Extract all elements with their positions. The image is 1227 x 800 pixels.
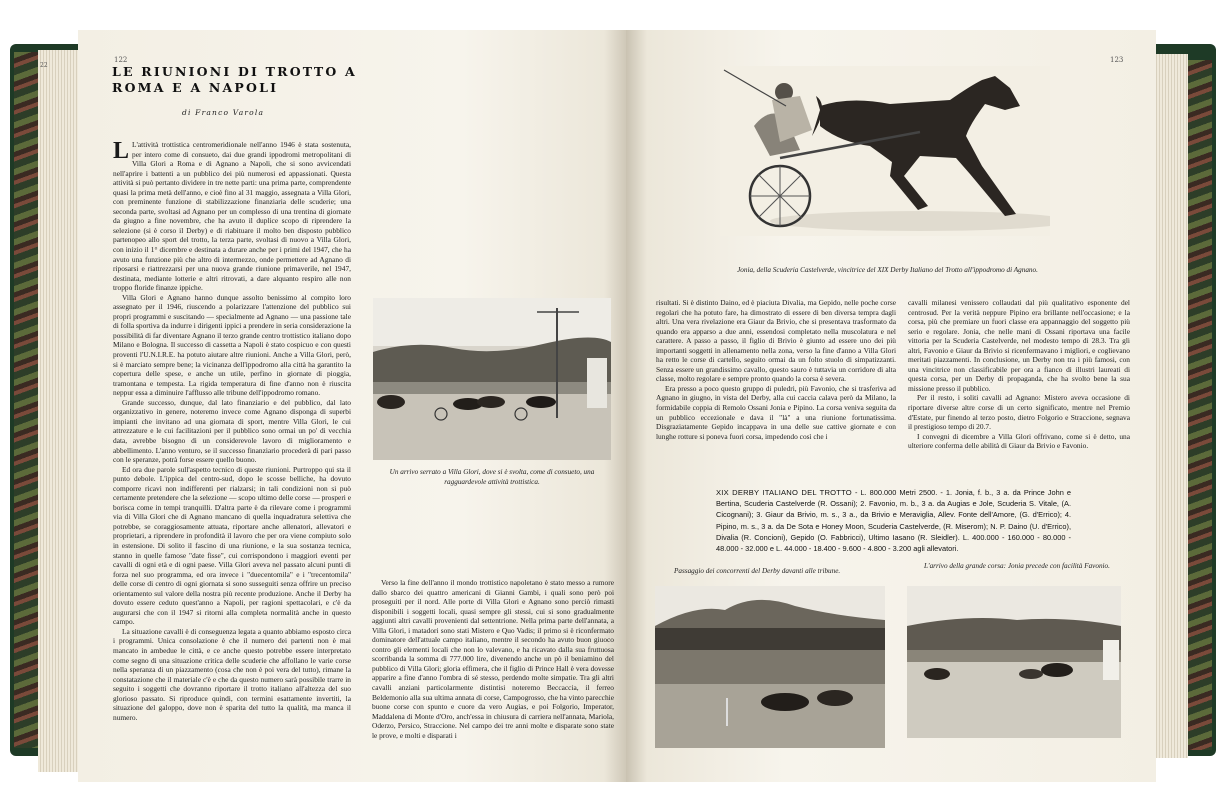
paragraph: I convegni di dicembre a Villa Glori offrivano, come si è detto, una ulteriore conferma delle abilità di Giaur da Brivio e Favonio.: [908, 431, 1130, 451]
jonia-sulky-photo: [720, 66, 1050, 236]
marbled-endpaper-left: [14, 52, 40, 748]
right-page-number: 123: [1110, 56, 1124, 64]
paragraph: Verso la fine dell'anno il mondo trottistico napoletano è stato messo a rumore dallo sbarco dei quattro americani di Gianni Gambi, i quali sono però poi proseguiti per il nord. Alle porte di Villa Glori e Agnano sono perciò rimasti disponibili i soggetti locali, quasi sempre gli stessi, cui si sono gradualmente aggiunti altri cavalli provenienti dal settentrione. Nella prima parte dell'annata, a Villa Glori, i matadori sono stati Mistero e Quo Vadis; il primo si è riconfermato dominatore dell'attuale campo italiano, mentre il secondo ha avuto buon giuoco contro gli elementi locali che non lo valevano, e ha ricavato dalla sua fruttuosa scorribanda la somma di 777.000 lire, divenendo anche un pò il beniamino del pubblico di Villa Glori; gloria effimera, che il figlio di Prince Hall è vera dovesse apparire a fine d'anno l'ombra di sé stesso, perdendo molte simpatie. Tra gli altri cavalli anziani particolarmente distintisi noteremo Beccaccia, il ferreo Beldemonio alla sua ultima annata di corse, Campogrosso, che ha vinto parecchie buone corse con spunto e cuore da vero Augias, e poi Folgorio, Imperator, Maddalena di Monte d'Oro, anch'essa in chiusura di carriera nell'annata, Mariola, Oderzo, Persico, Straccione. Nel campo dei tre anni molte e disparate sono state le prove, e molti e disparati i: [372, 578, 614, 740]
right-column-1: [656, 298, 896, 458]
drop-cap: L: [113, 140, 130, 164]
derby-results: [716, 487, 1071, 557]
marbled-endpaper-right: [1188, 60, 1212, 750]
left-column-2: [372, 578, 614, 760]
left-page-number: 122: [114, 56, 128, 64]
paragraph: L'attività trottistica centromeridionale nell'anno 1946 è stata sostenuta, per intero come di consueto, dai due grandi ippodromi metropolitani di Villa Glori a Roma e di Agnano a Napoli, che si sono avvicendati nell'aprire i battenti a un pubblico dei più numerosi ed appassionati. Questa attività si può pertanto dividere in tre nette parti: una prima parte, comprendente quasi la prima metà dell'anno, e cioè fino al 31 maggio, assegnata a Villa Glori, con preminente funzione di stabilizzazione finanziaria delle scuderie; una seconda parte, svoltasi ad Agnano per un complesso di una trentina di giornate da giugno a fine novembre, che ha avuto il duplice scopo di riprendere la selezione (si è corso il Derby) e di riabituare il molto ben disposto pubblico partenopeo allo sport del trotto, la terza parte, svoltasi di nuovo a Villa Glori, con inizio il 1° dicembre e destinata a durare anche per i primi del 1947, che ha avuto una funzione più che altro di intermezzo, onde permettere ad Agnano di riposarsi e riattrezzarsi per una nuova grande riunione primaverile, nel 1947, destinata, mediante lotterie e altri ritrovati, a dare alquanto respiro alle non troppo floride finanze ippiche.: [113, 140, 351, 293]
finish-photo-caption: L'arrivo della grande corsa: Jonia precede con facilità Favonio.: [924, 562, 1110, 570]
paragraph: La situazione cavalli è di conseguenza legata a quanto abbiamo esposto circa i programmi. Unica consolazione è che il numero dei partenti non è mai mancato in ambedue le città, e ce anche questo potrebbe essere interpretato come segno di una situazione critica delle scuderie che affollano le varie corse nella speranza di un piazzamento (cosa che non è poi vera del tutto), rimane la constatazione che il materiale c'è e che da questo numero sarà possibile trarre in seguito i soggetti che dovranno riportare il trotto italiano all'altezza del suo glorioso passato. Si riproduce quindi, con termini esattamente invertiti, la situazione del galoppo, dove non è sparita del tutto la qualità, ma manca il numero.: [113, 626, 351, 722]
finish-line-photo: [907, 586, 1121, 738]
article-title-text: LE RIUNIONI DI TROTTO A ROMA E A NAPOLI: [112, 64, 357, 95]
page-edges-left: [38, 50, 80, 772]
grandstand-photo: [655, 586, 885, 748]
paragraph: Per il resto, i soliti cavalli ad Agnano: Mistero aveva occasione di riportare diverse altre corse di un certo significato, mentre nel Premio d'Estate, pur finendo al terzo posto, dietro Folgorio e Straccione, segnava il prestigioso tempo di 20.7.: [908, 393, 1130, 432]
paragraph: cavalli milanesi venissero collaudati dal più qualitativo esponente del centrosud. Per la verità neppure Pipino era brillante nell'occasione; e la corsa, più che premiare un fuori classe era appannaggio del soggetto più serio e regolare. Jonia, che nelle mani di Ossani riportava una facile vittoria per la Scuderia Castelverde, nel modesto tempo di 28.3. Tra gli altri, Favonio e Giaur da Brivio si ricenfermavano i migliori, e coglievano meritati piazzamenti. In conclusione, un Derby non tra i più famosi, con una vincitrice non classificabile per ora a fianco di illustri laureati di questa corsa, per un Derby di propaganda, che ha svolto bene la sua missione presso il pubblico.: [908, 298, 1130, 393]
grandstand-photo-caption: Passaggio dei concorrenti del Derby davanti alle tribune.: [674, 567, 841, 575]
paragraph: Grande successo, dunque, dal lato finanziario e del pubblico, dal lato organizzativo in genere, noteremo invece come Agnano disponga di superbi impianti che invitano ad una giornata di sport, mentre Villa Glori, le cui attrezzature e le cui facilitazioni per il pubblico sono ormai un po' di vecchia data, avrebbe bisogno di un considerevole lavoro di miglioramento e abbellimento. L'anno venturo, se il successo finanziario procederà di pari passo con le speranze, potrà forse essere quello buono.: [113, 397, 351, 465]
right-column-2: [908, 298, 1130, 458]
paragraph: risultati. Si è distinto Daino, ed è piaciuta Divalia, ma Gepido, nelle poche corse regolari che ha potuto fare, ha dimostrato di essere di ben diversa tempra dagli altri. Una vera rivelazione era Giaur da Brivio, che si presentava trasformato da quando era apparso a due anni, essendosi completato nella muscolatura e nel carattere. A passo a passo, il figlio di Brivio è giunto ad essere uno dei più importanti soggetti in allenamento nella zona, verso la fine d'anno a Villa Glori ha retto le corse di cartello, seguito ormai da un folto stuolo di simpatizzanti. Senza essere un grandissimo cavallo, questo sauro è tuttavia un corridore di alta classe, molto regolare e sempre pronto quando la corsa è severa.: [656, 298, 896, 384]
villa-glori-photo-caption: Un arrivo serrato a Villa Glori, dove si è svolta, come di consueto, una ragguardevole attività trottistica.: [389, 468, 595, 486]
left-column-1: [113, 140, 351, 762]
jonia-photo-caption: Jonia, della Scuderia Castelverde, vincitrice del XIX Derby Italiano del Trotto all'ippodromo di Agnano.: [737, 266, 1038, 274]
derby-results-text: - L. 800.000 Metri 2500. - 1. Jonia, f. b., 3 a. da Prince John e Bertina, Scuderia Castelverde (R. Ossani); 2. Favonio, m. b., 3 a. da Augias e Jole, Scuderia S. Vitale, (A. Cicognani); 3. Giaur da Brivio, m. s., 3 a., da Brivio e Meraviglia, Allev. Fonte dell'Amore, (G. d'Errico); 4. Pipino, m. s., 3 a. da De Sota e Honey Moon, Scuderia Castelverde, (R. Miserom); N. P. Daino (U. d'Errico), Divalia (R. Concioni), Gepido (O. Fabbricci), Ultimo Iasano (R. Sleidler). L. 400.000 - 160.000 - 80.000 - 48.000 - 32.000 e L. 44.000 - 18.400 - 9.600 - 4.800 - 3.200 agli allevatori.: [716, 488, 1071, 554]
left-edge-page-number: 22: [40, 62, 48, 69]
article-title: [112, 64, 362, 96]
paragraph: Ed ora due parole sull'aspetto tecnico di queste riunioni. Purtroppo qui sta il punto debole. L'ippica del centro-sud, dopo le scosse belliche, ha dovuto comporre ricavi non indifferenti per rialzarsi; in tali condizioni non si può certamente pretendere che la selezione — scopo ultimo delle corse — prosperi e borisca come in tempi tranquilli. D'altra parte è da rilevare come i programmi via di Villa Glori che di Agnano mancano di quella inquadratura selettiva che potrebbe, se coraggiosamente attuata, riportare anche allenatori, allevatori e proprietari, a riprendere in profondità il lavoro che per ora viene compiuto solo in estensione. Di solito il fascino di una riunione, e la sua sostanza tecnica, stanno in quelle famose "date fisse", cui corrispondono i maggiori eventi per cavalli di ogni età e di ogni paese. Villa Glori aveva nel passato alcuni punti di forza nel suo programma, ed ora invece i "duecentomila" e i "trecentomila" delle corse di centro di ogni giornata si sono susseguiti senza offrire un preciso orientamento sul valore della nostra più recente produzione. Anche il Derby ha dovuto essere ceduto quest'anno a Napoli, per ragioni spettacolari, e c'è da augurarsi che con il 1947 si ritorni alla completa normalità anche in questo campo.: [113, 464, 351, 627]
page-edges-right: [1154, 54, 1188, 758]
derby-results-title: XIX DERBY ITALIANO DEL TROTTO: [716, 488, 852, 497]
article-byline: di Franco Varola: [182, 108, 265, 117]
paragraph: Era presso a poco questo gruppo di puledri, più Favonio, che si trasferiva ad Agnano in giugno, in vista del Derby, alla cui caccia calava però da Milano, la formidabile coppia di Remolo Ossani Jonia e Pipino. La corsa veniva seguita da un pubblico eccezionale e dava il "là" a una riunione fortunatissima. Disgraziatamente Gepido incappava in una delle sue cattive giornate e con lunghe rotture si poneva fuori corsa, impedendo così che i: [656, 383, 896, 441]
paragraph: Villa Glori e Agnano hanno dunque assolto benissimo al compito loro assegnato per il 1946, riuscendo a polarizzare l'attenzione del pubblico sui propri programmi e suscitando — specialmente ad Agnano — una passione tale di folla sportiva da indurre i dirigenti ippici a prendere in seria considerazione la possibilità di far diventare Agnano il terzo grande centro trottistico italiano dopo Milano e Bologna. Il successo di cassetta a Napoli è stato cospicuo e con questi proventi l'U.N.I.R.E. ha potuto aiutare altre riunioni. Anche a Villa Glori, però, si è marciato sempre bene; la vicinanza dell'ippodromo alla città ha garantito la copertura delle spese, e anche un utile, perfino in giornate di pioggia, tramontana e tempesta. La rigida temperatura di fine d'anno non è riuscita neppur essa a diminuire l'afflusso alle tribune dell'ippodromo romano.: [113, 292, 351, 398]
villa-glori-race-photo: [373, 298, 611, 460]
